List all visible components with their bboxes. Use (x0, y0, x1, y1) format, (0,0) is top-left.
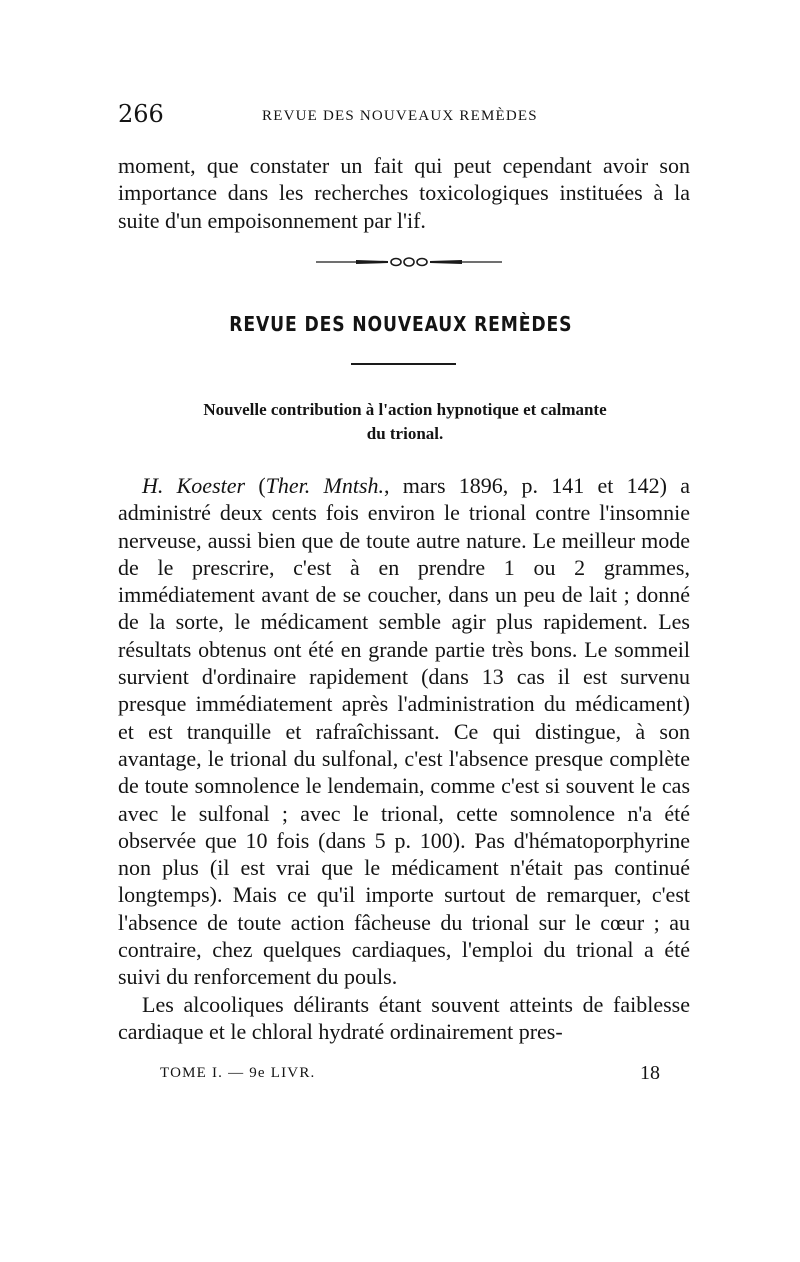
article-paragraph-2: Les alcooliques délirants étant souvent atteints de faiblesse cardiaque et le chloral hydraté ordinairement pres- (118, 991, 690, 1044)
intro-text: moment, que constater un fait qui peut cependant avoir son importance dans les recherches toxicologiques instituées à la suite d'un empoisonnement par l'if. (118, 153, 690, 233)
page-footer (160, 1062, 660, 1089)
article-paragraph-1: H. Koester (Ther. Mntsh., mars 1896, p. 141 et 142) a administré deux cents fois environ le trional contre l'insomnie nerveuse, aussi bien que de toute autre nature. Le meilleur mode de le prescrire, c'est à en prendre 1 ou 2 grammes, immédiatement avant de se coucher, dans un peu de lait ; donné de la sorte, le médicament semble agir plus rapidement. Les résultats obtenus ont été en grande partie très bons. Le sommeil survient d'ordinaire rapidement (dans 13 cas il est survenu presque immédiatement après l'administration du médicament) et est tranquille et rafraîchissant. Ce qui distingue, à son avantage, le trional du sulfonal, c'est l'absence presque complète de toute somnolence le lendemain, comme c'est si souvent le cas avec le sulfonal ; avec le trional, cette somnolence n'a été observée que 10 fois (dans 5 p. 100). Pas d'hématoporphyrine non plus (il est vrai que le médicament n'était pas continué longtemps). Mais ce qu'il importe surtout de remarquer, c'est l'absence de toute action fâcheuse du trional sur le cœur ; au contraire, chez quelques cardiaques, l'emploi du trional a été suivi du renforcement du pouls. (118, 473, 691, 990)
subsection-title (140, 398, 670, 446)
running-title: REVUE DES NOUVEAUX REMÈDES (262, 108, 538, 124)
section-title: REVUE DES NOUVEAUX REMÈDES (229, 312, 573, 336)
article-body (118, 472, 690, 1045)
subsection-title-line1: Nouvelle contribution à l'action hypnotique et calmante (203, 400, 607, 419)
journal-name: Ther. Mntsh. (265, 473, 385, 498)
footer-sheet-number: 18 (640, 1062, 660, 1084)
subsection-title-line2: du trional. (366, 424, 444, 443)
page-number: 266 (118, 100, 164, 128)
author-name: H. Koester (142, 473, 246, 498)
footer-signature: TOME I. — 9e LIVR. (160, 1065, 316, 1081)
intro-paragraph (118, 152, 690, 234)
title-rule (351, 363, 456, 365)
article-paragraph-1-text: , mars 1896, p. 141 et 142) a administré deux cents fois environ le trional contre l'insomnie nerveuse, aussi bien que de toute autre nature. Le meilleur mode de le prescrire, c'est à en prendre 1 ou 2 grammes, immédiatement avant de se coucher, dans un peu de lait ; donné de la sorte, le médicament semble agir plus rapidement. Les résultats obtenus ont été en grande partie très bons. Le sommeil survient d'ordinaire rapidement (dans 13 cas il est survenu presque immédiatement après l'administration du médicament) et est tranquille et rafraîchissant. Ce qui distingue, à son avantage, le trional du sulfonal, c'est l'absence presque complète de toute somnolence le lendemain, comme c'est si souvent le cas avec le sulfonal ; avec le trional, cette somnolence n'a été observée que 10 fois (dans 5 p. 100). Pas d'hématoporphyrine non plus (il est vrai que le médicament n'était pas continué longtemps). Mais ce qu'il importe surtout de remarquer, c'est l'absence de toute action fâcheuse du trional sur le cœur ; au contraire, chez quelques cardiaques, l'emploi du trional a été suivi du renforcement du pouls. (118, 473, 691, 990)
ornament-divider-icon (316, 255, 502, 269)
running-head (118, 100, 688, 140)
